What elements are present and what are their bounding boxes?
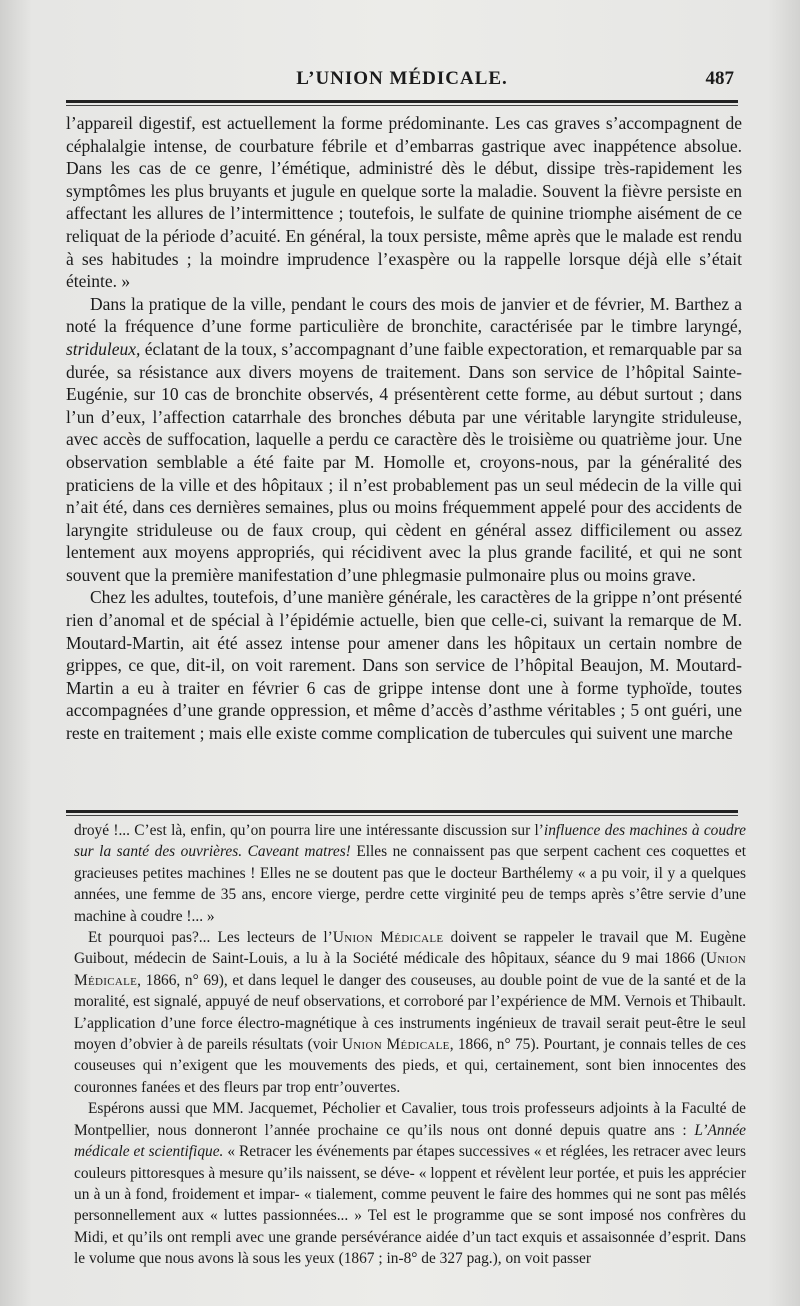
note-guibout-part-4: , 1866, n° 75). Pourtant, je connais telles de ces couseuses qui n’exigent que les mouvements des pieds, et qui, certainement, sont bien innocentes des couronnes fanées et des fleurs par trop entr’ouvertes. [74,1036,746,1096]
paragraph-barthez [66,293,742,587]
note-annee-part-1: Espérons aussi que MM. Jacquemet, Pécholier et Cavalier, tous trois professeurs adjoints à la Faculté de Montpellier, nous donneront l’année prochaine ce qu’ils nous ont donné depuis quatre ans : [74,1100,746,1139]
note-guibout-part-1: Et pourquoi pas?... Les lecteurs de l’ [88,929,333,947]
paragraph-adults: Chez les adultes, toutefois, d’une manière générale, les caractères de la grippe n’ont présenté rien d’anomal et de spécial à l’épidémie actuelle, bien que celle-ci, suivant la remarque de M. Moutard-Martin, ait été assez intense pour amener dans les hôpitaux un certain nombre de grippes, ce que, dit-il, on voit rarement. Dans son service de l’hôpital Beaujon, M. Moutard-Martin a eu à traiter en février 6 cas de grippe intense dont une à forme typhoïde, toutes accompagnées d’une grande oppression, et même d’accès d’asthme véritables ; 5 ont guéri, une reste en traitement ; mais elle existe comme complication de tubercules qui suivent une marche [66,587,742,744]
note-guibout [74,927,746,1098]
footnote-rule-thin [66,815,738,816]
note-sewing-emphasis: influence des machines à coudre sur la santé des ouvrières. Caveant matres! [74,822,746,861]
striduleux-emphasis: striduleux, [66,338,141,359]
footnote-rule-thick [66,810,738,813]
running-title: L’UNION MÉDICALE. [296,68,508,89]
note-sewing-part-2: Elles ne connaissent pas que serpent cachent ces coquettes et gracieuses petites machines ! Elles ne se doutent pas que le docteur Barthélemy « a pu voir, il y a quelques années, une femme de 35 ans, encore vierge, perdre cette virginité peu de temps après s’être servie d’une machine à coudre !... » [74,843,746,925]
journal-name-3: Union Médicale [341,1036,450,1054]
note-annee-medicale [74,1098,746,1269]
annee-medicale-title: L’Année médicale et scientifique. [74,1121,746,1161]
note-guibout-part-2: doivent se rappeler le travail que M. Eugène Guibout, médecin de Saint-Louis, a lu à la Société médicale des hôpitaux, séance du 9 mai 1866 ( [74,929,747,968]
journal-name-1: Union Médicale [332,929,444,947]
feuilleton-text [74,820,746,1270]
page-number: 487 [705,68,734,89]
note-annee-part-2: « Retracer les événements par étapes successives « et réglées, les retracer avec leurs couleurs pittoresques à mesure qu’ils naissent, se déve- « loppent et révèlent leur portée, et puis les apprécier un à un à fond, froidement et impar- « tialement, comme peuvent le faire des hommes qui ne sont pas mêlés personnellement aux « luttes passionnées... » Tel est le programme que se sont imposé nos confrères du Midi, et qu’ils ont rempli avec une grande persévérance aidée d’un tact exquis et assaisonnée d’esprit. Dans le volume que nous avons là sous les yeux (1867 ; in-8° de 327 pag.), on voit passer [74,1143,746,1268]
header-rule-thin [66,105,738,106]
note-guibout-part-3: , 1866, n° 69), et dans lequel le danger des couseuses, au double point de vue de la santé et de la moralité, est signalé, appuyé de neuf observations, et corroboré par l’expérience de MM. Vernois et Thibault. L’application d’une force électro-magnétique à ces instruments ingénieux de travail serait peut-être le seul moyen d’obvier à de pareils résultats (voir [74,971,746,1054]
journal-name-2: Union Médicale [74,950,746,989]
paragraph-digestive-form: l’appareil digestif, est actuellement la forme prédominante. Les cas graves s’accompagnent de céphalalgie intense, de courbature fébrile et d’embarras gastrique avec inappétence absolue. Dans les cas de ce genre, l’émétique, administré dès le début, dissipe très-rapidement les symptômes les plus bruyants et jugule en quelque sorte la maladie. Souvent la fièvre persiste en affectant les allures de l’intermittence ; toutefois, le sulfate de quinine triomphe aisément de ce reliquat de la période d’acuité. En général, la toux persiste, même après que le malade est rendu à ses habitudes ; la moindre imprudence l’exaspère ou la rappelle lorsque déjà elle s’était éteinte. » [66,113,742,292]
header-rule-thick [66,100,738,103]
page-header [66,62,738,92]
paragraph-barthez-part-2: éclatant de la toux, s’accompagnant d’une faible expectoration, et remarquable par sa durée, sa résistance aux divers moyens de traitement. Dans son service de l’hôpital Sainte-Eugénie, sur 10 cas de bronchite observés, 4 présentèrent cette forme, au début surtout ; dans l’un d’eux, l’affection catarrhale des bronches débuta par une véritable laryngite striduleuse, avec accès de suffocation, laquelle a perdu ce caractère dès le troisième ou quatrième jour. Une observation semblable a été faite par M. Homolle et, croyons-nous, par la généralité des praticiens de la ville et des hôpitaux ; il n’est probablement pas un seul médecin de la ville qui n’ait été, dans ces dernières semaines, plus ou moins fréquemment appelé pour des accidents de laryngite striduleuse ou de faux croup, qui cèdent en général assez difficilement ou assez lentement aux moyens appropriés, qui récidivent avec la plus grande facilité, et qui ne sont souvent que la première manifestation d’une phlegmasie pulmonaire plus ou moins grave. [66,338,742,585]
note-sewing-part-1: droyé !... C’est là, enfin, qu’on pourra lire une intéressante discussion sur l’ [74,822,544,839]
main-text [66,112,742,745]
paragraph-barthez-part-1: Dans la pratique de la ville, pendant le cours des mois de janvier et de février, M. Barthez a noté la fréquence d’une forme particulière de bronchite, caractérisée par le timbre laryngé, [66,293,742,337]
note-sewing-machines [74,820,746,927]
